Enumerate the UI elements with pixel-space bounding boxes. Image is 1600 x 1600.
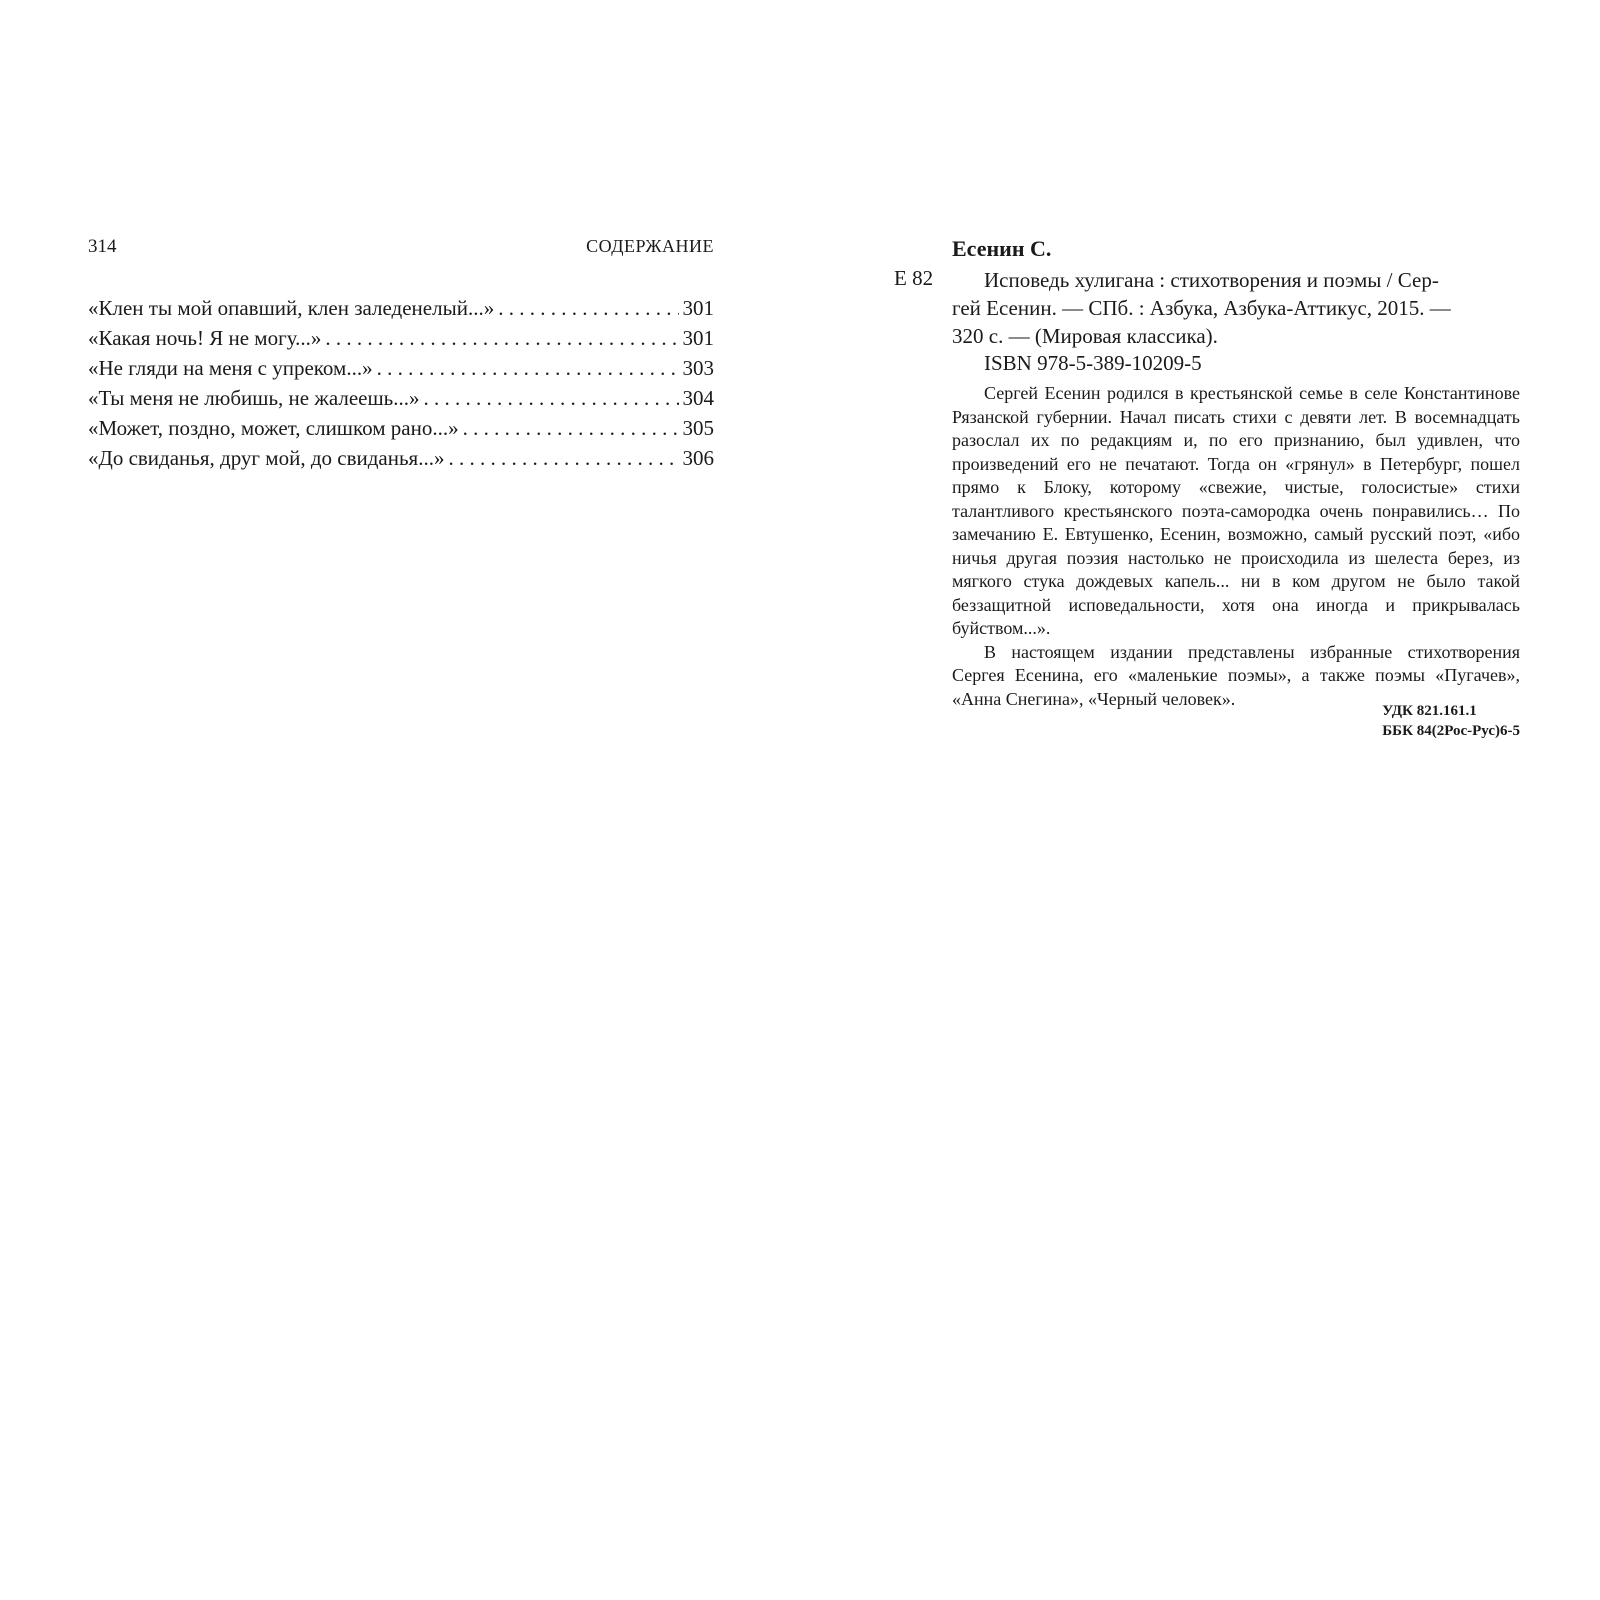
udk-code: УДК 821.161.1 xyxy=(1382,703,1477,719)
toc-dot-leader xyxy=(377,356,679,381)
toc-entry xyxy=(88,386,714,416)
section-title: СОДЕРЖАНИЕ xyxy=(586,236,714,256)
toc-entry-title: «Может, поздно, может, слишком рано...» xyxy=(88,416,459,440)
toc-entry-title: «Какая ночь! Я не могу...» xyxy=(88,326,322,350)
contents-page xyxy=(88,236,714,476)
toc-dot-leader xyxy=(463,416,679,441)
table-of-contents xyxy=(88,296,714,476)
annotation-paragraph: Сергей Есенин родился в крестьянской семье в селе Константинове Рязанской губернии. Начал писать стихи с девяти лет. В восемнадцать разослал их по редакциям и, по его признанию, был удивлен, что произведений его не печатают. Тогда он «грянул» в Петербург, пошел прямо к Блоку, которому «свежие, чистые, голосистые» стихи талантливого крестьянского поэта-самородка очень понравились… По замечанию Е. Евтушенко, Есенин, возможно, самый русский поэт, «ибо ничья другая поэзия настолько не происходила из шелеста берез, из мягкого стука дождевых капель... ни в ком другом не было такой беззащитной исповедальности, хотя она иногда и прикрывалась буйством...». xyxy=(952,383,1520,638)
toc-entry-page: 303 xyxy=(682,356,714,380)
annotation-paragraph: В настоящем издании представлены избранные стихотворения Сергея Есенина, его «маленькие поэмы», а также поэмы «Пугачев», «Анна Снегина», «Черный человек». xyxy=(952,641,1520,709)
toc-dot-leader xyxy=(325,326,678,351)
toc-entry-title: «Клен ты мой опавший, клен заледенелый...» xyxy=(88,296,495,320)
toc-entry-title: «Не гляди на меня с упреком...» xyxy=(88,356,373,380)
toc-entry-page: 304 xyxy=(682,386,714,410)
toc-entry xyxy=(88,416,714,446)
classification-codes xyxy=(1382,701,1520,741)
toc-dot-leader xyxy=(448,446,678,471)
catalog-code: Е 82 xyxy=(894,266,934,290)
isbn: ISBN 978-5-389-10209-5 xyxy=(984,351,1202,375)
toc-entry xyxy=(88,296,714,326)
bbk-code: ББК 84(2Рос-Рус)6-5 xyxy=(1382,723,1520,739)
bibliographic-line: гей Есенин. — СПб. : Азбука, Азбука-Аттикус, 2015. — xyxy=(952,296,1451,320)
author-heading: Есенин С. xyxy=(952,236,1052,261)
toc-entry-page: 301 xyxy=(682,326,714,350)
toc-entry-title: «Ты меня не любишь, не жалеешь...» xyxy=(88,386,420,410)
toc-entry xyxy=(88,326,714,356)
bibliographic-line: Исповедь хулигана : стихотворения и поэмы / Сер- xyxy=(984,268,1439,292)
toc-entry-page: 306 xyxy=(682,446,714,470)
page-number: 314 xyxy=(88,236,117,257)
running-head xyxy=(88,236,714,266)
toc-entry-page: 301 xyxy=(682,296,714,320)
annotation xyxy=(952,382,1520,711)
toc-entry-page: 305 xyxy=(682,416,714,440)
toc-entry xyxy=(88,446,714,476)
bibliographic-record xyxy=(952,266,1520,350)
toc-entry xyxy=(88,356,714,386)
bibliographic-line: 320 с. — (Мировая классика). xyxy=(952,324,1218,348)
toc-entry-title: «До свиданья, друг мой, до свиданья...» xyxy=(88,446,445,470)
toc-dot-leader xyxy=(424,386,679,411)
toc-dot-leader xyxy=(498,296,678,321)
